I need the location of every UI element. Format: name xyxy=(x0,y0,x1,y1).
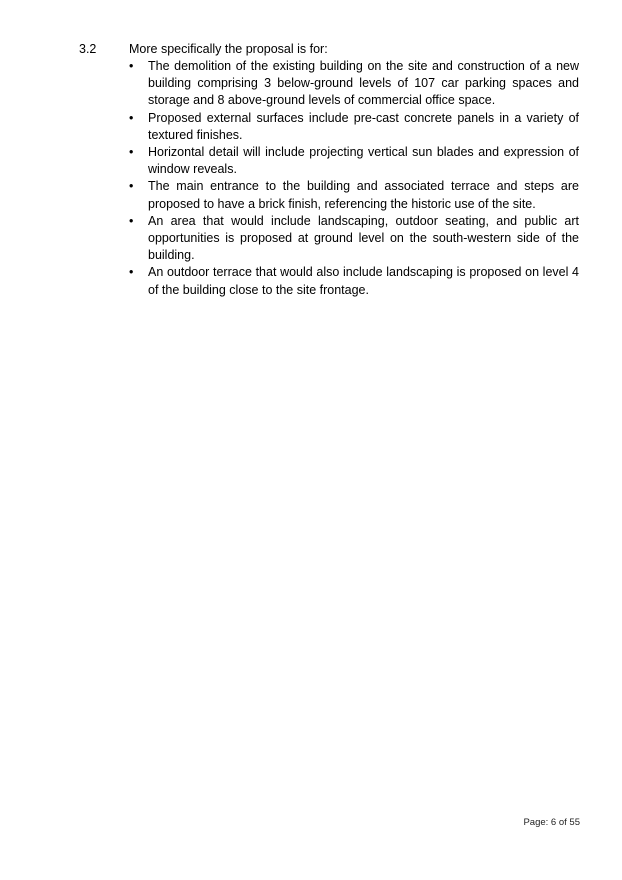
list-item xyxy=(129,264,579,298)
bullet-icon: • xyxy=(129,145,134,160)
list-item xyxy=(129,144,579,178)
list-item xyxy=(129,58,579,110)
bullet-text: The main entrance to the building and associated terrace and steps are proposed to have a brick finish, referencing the historic use of the site. xyxy=(148,179,579,211)
list-item xyxy=(129,213,579,265)
bullet-icon: • xyxy=(129,59,134,73)
bullet-text: An outdoor terrace that would also include landscaping is proposed on level 4 of the building close to the site frontage. xyxy=(148,265,579,297)
page-number: Page: 6 of 55 xyxy=(523,817,580,828)
list-item xyxy=(129,178,579,212)
section-intro: More specifically the proposal is for: xyxy=(129,42,328,56)
section-3-2 xyxy=(79,41,579,299)
bullet-icon: • xyxy=(129,110,134,125)
bullet-icon: • xyxy=(129,213,134,228)
bullet-text: An area that would include landscaping, outdoor seating, and public art opportunities is proposed at ground level on the south-western side of the building. xyxy=(148,213,579,263)
section-number: 3.2 xyxy=(79,42,97,56)
section-row xyxy=(79,41,579,299)
section-body xyxy=(129,41,579,299)
list-item xyxy=(129,110,579,144)
bullet-text: Proposed external surfaces include pre-cast concrete panels in a variety of textured finishes. xyxy=(148,110,579,142)
bullet-icon: • xyxy=(129,179,134,194)
bullet-text: The demolition of the existing building on the site and construction of a new building comprising 3 below-ground levels of 107 car parking spaces and storage and 8 above-ground levels of commercial office space. xyxy=(148,59,579,108)
bullet-icon: • xyxy=(129,265,134,280)
bullet-text: Horizontal detail will include projecting vertical sun blades and expression of window reveals. xyxy=(148,145,579,177)
bullet-list xyxy=(129,58,579,299)
